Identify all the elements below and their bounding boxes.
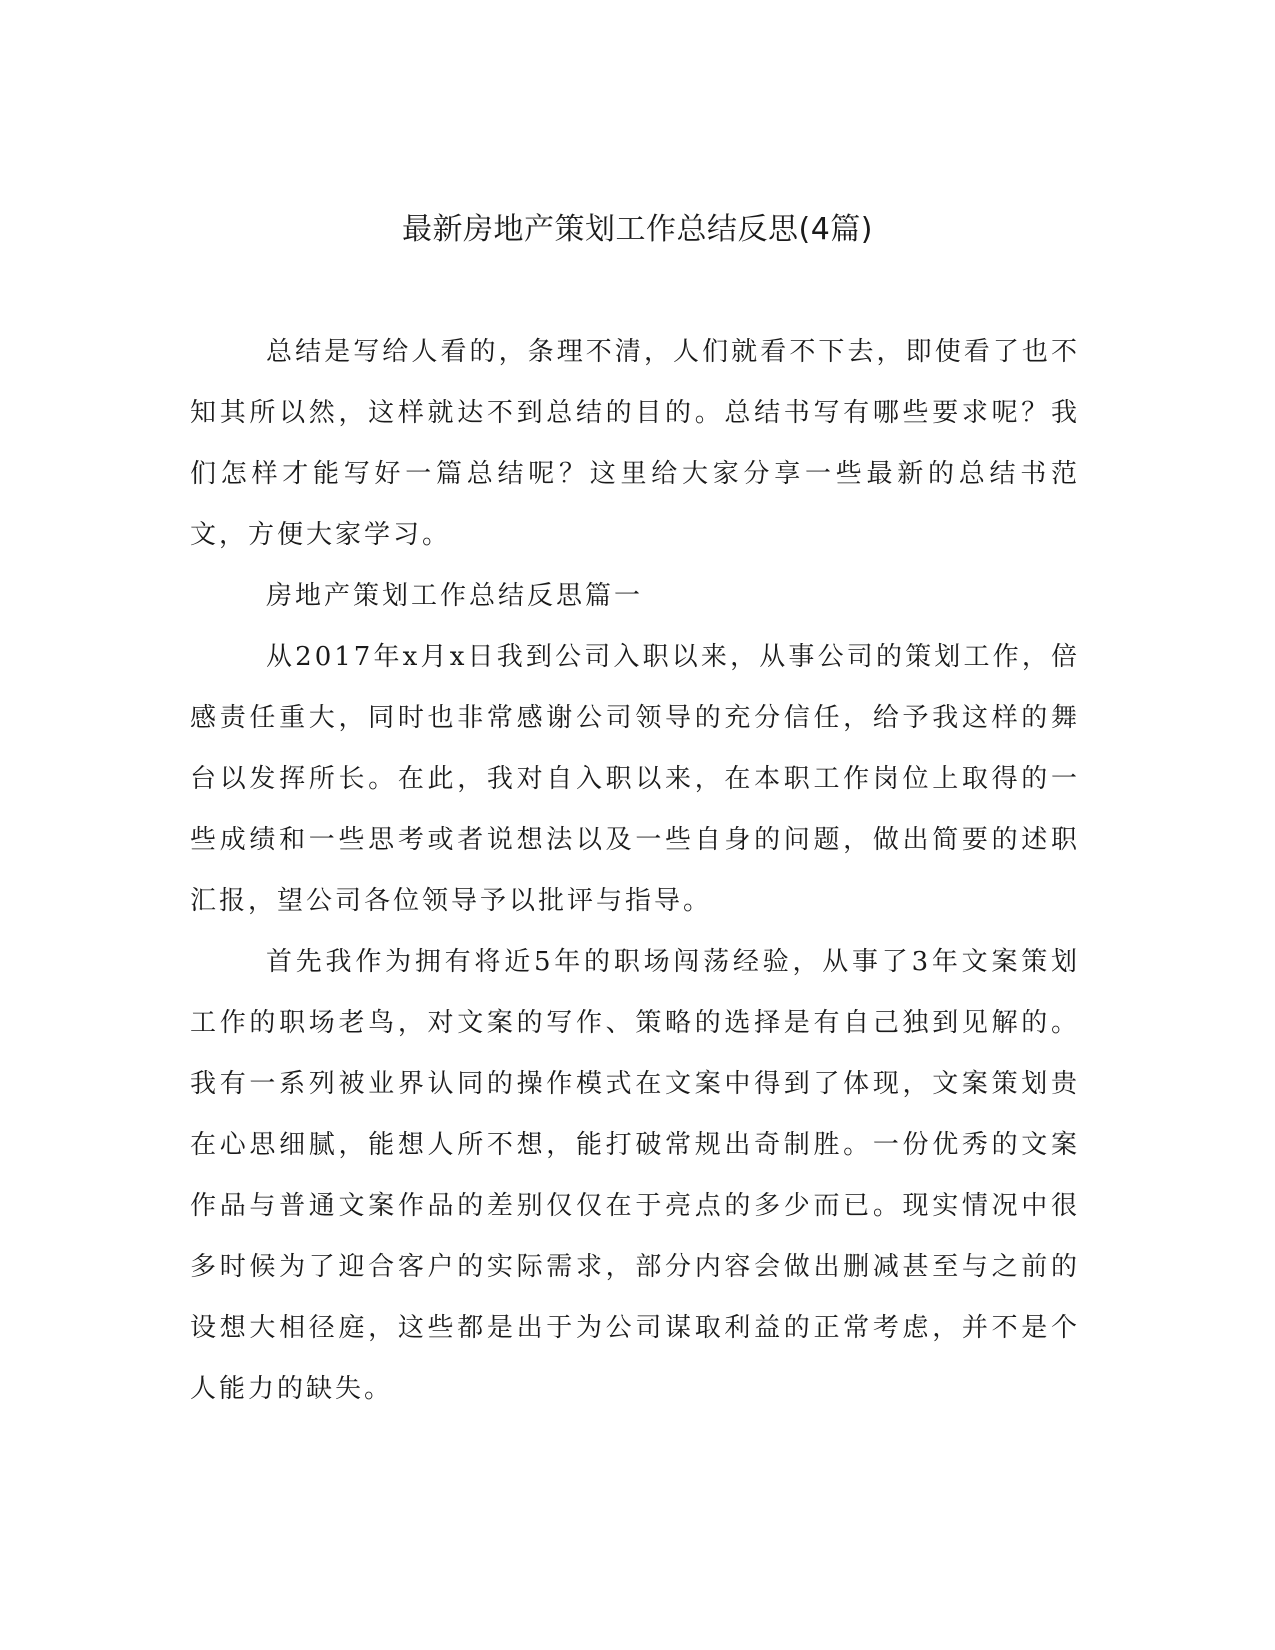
document-body: [190, 322, 1080, 1420]
document-title: 最新房地产策划工作总结反思(4篇): [402, 212, 873, 247]
body-paragraph: 首先我作为拥有将近5年的职场闯荡经验，从事了3年文案策划工作的职场老鸟，对文案的写作、策略的选择是有自己独到见解的。我有一系列被业界认同的操作模式在文案中得到了体现，文案策划贵在心思细腻，能想人所不想，能打破常规出奇制胜。一份优秀的文案作品与普通文案作品的差别仅仅在于亮点的多少而已。现实情况中很多时候为了迎合客户的实际需求，部分内容会做出删减甚至与之前的设想大相径庭，这些都是出于为公司谋取利益的正常考虑，并不是个人能力的缺失。: [190, 947, 1080, 1404]
section-heading: 房地产策划工作总结反思篇一: [266, 581, 644, 611]
intro-paragraph: 总结是写给人看的，条理不清，人们就看不下去，即使看了也不知其所以然，这样就达不到总结的目的。总结书写有哪些要求呢？我们怎样才能写好一篇总结呢？这里给大家分享一些最新的总结书范文，方便大家学习。: [190, 337, 1080, 550]
body-paragraph: 从2017年x月x日我到公司入职以来，从事公司的策划工作，倍感责任重大，同时也非常感谢公司领导的充分信任，给予我这样的舞台以发挥所长。在此，我对自入职以来，在本职工作岗位上取得的一些成绩和一些思考或者说想法以及一些自身的问题，做出简要的述职汇报，望公司各位领导予以批评与指导。: [190, 642, 1080, 916]
